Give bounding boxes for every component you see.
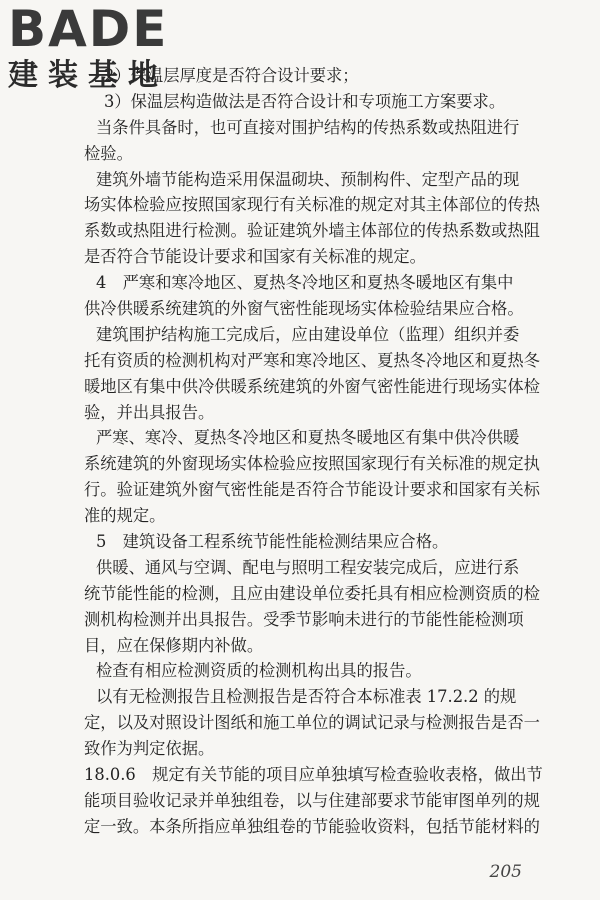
text-line: 能项目验收记录并单独组卷，以与住建部要求节能审图单列的规 [84,790,540,810]
text-line: 验，并出具报告。 [84,402,215,422]
logo-subtitle: 建装基地 [8,58,168,93]
text-line: 行。验证建筑外窗气密性能是否符合节能设计要求和国家有关标 [84,480,540,500]
text-line: 建筑围护结构施工完成后，应由建设单位（监理）组织并委 [96,324,520,344]
text-line: 建筑外墙节能构造采用保温砌块、预制构件、定型产品的现 [96,169,520,189]
text-line: 2）保温层厚度是否符合设计要求； [104,66,359,85]
text-line: 系统建筑的外窗现场实体检验应按照国家现行有关标准的规定执 [84,454,540,474]
text-line: 定一致。本条所指应单独组卷的节能验收资料，包括节能材料的 [84,816,540,836]
page-number: 205 [489,862,522,882]
text-line: 当条件具备时，也可直接对围护结构的传热系数或热阻进行 [96,117,520,137]
text-line: 测机构检测并出具报告。受季节影响未进行的节能性能检测项 [84,609,524,629]
text-line: 暖地区有集中供冷供暖系统建筑的外窗气密性能进行现场实体检 [84,376,540,396]
text-line: 18.0.6 规定有关节能的项目应单独填写检查验收表格，做出节 [84,765,543,785]
text-line: 统节能性能的检测，且应由建设单位委托具有相应检测资质的检 [84,583,540,603]
text-line: 供暖、通风与空调、配电与照明工程安装完成后，应进行系 [96,557,520,577]
text-line: 5 建筑设备工程系统节能性能检测结果应合格。 [96,532,449,552]
text-line: 场实体检验应按照国家现行有关标准的规定对其主体部位的传热 [84,195,540,215]
text-line: 致作为判定依据。 [84,739,215,759]
page-content [84,63,554,840]
text-line: 以有无检测报告且检测报告是否符合本标准表 17.2.2 的规 [96,687,517,707]
text-line: 检验。 [84,143,133,163]
text-line: 3）保温层构造做法是否符合设计和专项施工方案要求。 [104,91,506,111]
logo-text: BADE [8,0,169,58]
text-line: 准的规定。 [84,506,166,526]
text-line: 供冷供暖系统建筑的外窗气密性能现场实体检验结果应合格。 [84,299,524,319]
text-line: 检查有相应检测资质的检测机构出具的报告。 [96,661,422,681]
text-line: 4 严寒和寒冷地区、夏热冬冷地区和夏热冬暖地区有集中 [96,273,514,293]
text-line: 严寒、寒冷、夏热冬冷地区和夏热冬暖地区有集中供冷供暖 [96,428,520,448]
text-line: 定，以及对照设计图纸和施工单位的调试记录与检测报告是否一 [84,713,540,733]
text-line: 目，应在保修期内补做。 [84,635,264,655]
text-line: 托有资质的检测机构对严寒和寒冷地区、夏热冬冷地区和夏热冬 [84,350,540,370]
text-line: 是否符合节能设计要求和国家有关标准的规定。 [84,247,426,267]
text-line: 系数或热阻进行检测。验证建筑外墙主体部位的传热系数或热阻 [84,221,540,241]
